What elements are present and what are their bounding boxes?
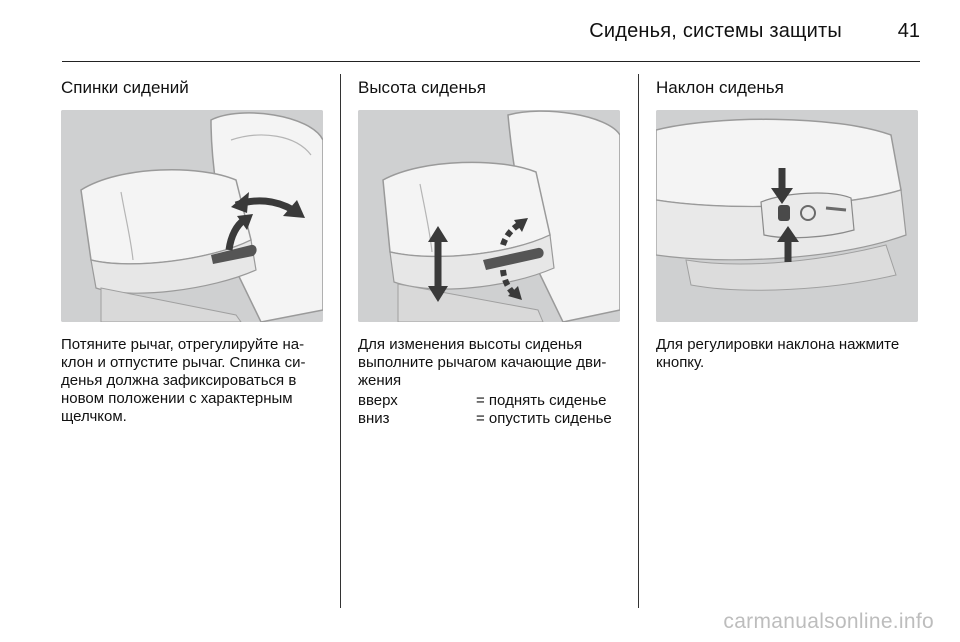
section-backrest (61, 78, 323, 426)
legend-term: вверх (358, 392, 398, 409)
column-divider (340, 74, 341, 608)
legend-term: вниз (358, 410, 390, 427)
header-divider (62, 61, 920, 62)
legend-definition: = опустить сиденье (476, 410, 612, 427)
section-title: Высота сиденья (358, 78, 486, 97)
legend-definition: = поднять сиденье (476, 392, 607, 409)
backrest-illustration (61, 110, 323, 322)
section-seat-tilt (656, 78, 918, 372)
legend-list (358, 392, 620, 428)
page-header-title: Сиденья, системы защиты (589, 20, 842, 42)
seat-height-illustration (358, 110, 620, 322)
seat-tilt-illustration (656, 110, 918, 322)
watermark: carmanualsonline.info (723, 610, 934, 633)
legend-item (358, 410, 620, 428)
section-body: Потяните рычаг, отрегулируйте на-клон и отпустите рычаг. Спинка си-денья должна зафиксироваться в новом положении с характерным щелчком. (61, 336, 306, 425)
section-title: Наклон сиденья (656, 78, 784, 97)
page-number: 41 (897, 20, 920, 42)
section-seat-height (358, 78, 620, 428)
section-body: Для регулировки наклона нажмите кнопку. (656, 336, 900, 371)
legend-item (358, 392, 620, 410)
section-title: Спинки сидений (61, 78, 189, 97)
section-body: Для изменения высоты сиденья выполните рычагом качающие дви-жения (358, 336, 607, 389)
column-divider (638, 74, 639, 608)
